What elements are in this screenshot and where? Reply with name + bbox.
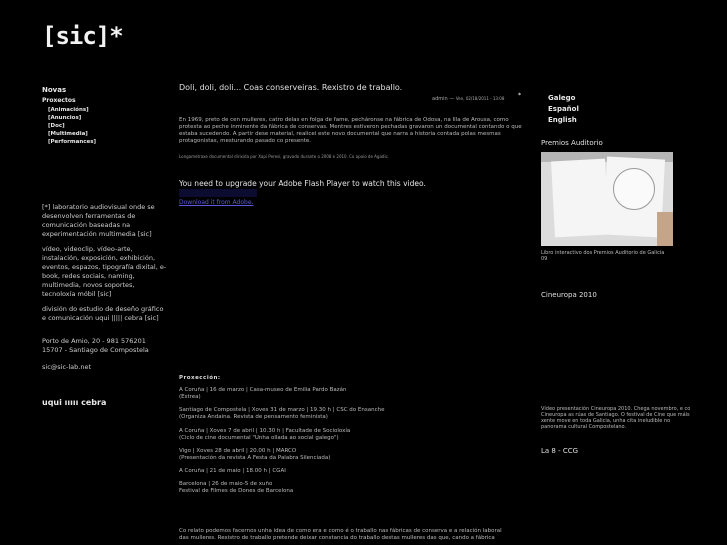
division-text: división do estudio de deseño gráfico e comunicación uqui ||||| cebra [sic] [42,305,164,322]
event-line: A Coruña | 21 de maio | 18.00 h | CGAI [179,468,286,474]
nav-animacions[interactable]: [Animacións] [48,107,89,113]
book-left-page [551,159,609,238]
meta-separator: — [449,96,455,102]
event-line: Vigo | Xoves 28 de abril | 20.00 h | MARCO [179,448,297,454]
event-item [179,407,524,421]
article-title[interactable]: Doli, doli, doli... Coas conserveiras. Rexistro de traballo. [179,83,403,92]
premios-auditorio-image[interactable] [541,152,673,246]
nav-multimedia[interactable]: [Multimedia] [48,131,88,137]
event-note: (Ciclo de cine documental "Unha ollada ao social galego") [179,435,339,441]
event-note: Festival de Filmes de Dones de Barcelona [179,488,294,494]
la8-heading[interactable]: La 8 - CCG [541,447,579,455]
event-line: A Coruña | 16 de marzo | Casa-museo de Emilia Pardo Bazán [179,387,347,393]
nav-performances[interactable]: [Performances] [48,139,97,145]
star-mark: * [518,92,521,99]
cineuropa-caption: Vídeo presentación Cineuropa 2010. Chega novembro, e co Cineuropa as rúas de Santiago. O festival de Cine que máis xente move en toda Galicia, unha cita ineludible no panorama cultural Compostelano. [541,406,691,430]
projection-heading: Proxección: [179,375,221,381]
article-meta [432,96,504,102]
footer-line: Co relato podemos facernos unha idea de como era e como é o traballo nas fábricas de conserva e a relación laboral [179,528,502,534]
event-item [179,481,524,495]
flash-notice: You need to upgrade your Adobe Flash Player to watch this video. [179,179,426,188]
article-footer-text [179,528,524,542]
premios-auditorio-heading[interactable]: Premios Auditorio [541,139,603,147]
lang-english[interactable]: English [548,116,577,124]
event-note: (Organiza Andaina. Revista de pensamento feminista) [179,414,328,420]
event-item [179,428,524,442]
flash-download-link[interactable] [179,189,257,206]
event-line: Santiago de Compostela | Xoves 31 de marzo | 19.30 h | CSC do Ensanche [179,407,385,413]
nav-doc[interactable]: [Doc] [48,123,65,129]
event-line: A Coruña | Xoves 7 de abril | 10.30 h | Facultade de Socioloxía [179,428,351,434]
event-item [179,468,524,475]
article-body: En 1969, preto de cen mulleres, catro delas en folga de fame, pecháronse na fábrica de Odosa, na Illa de Arousa, como protesta ao peche inminente da fábrica de conservas. Mentres estiveron pechadas gravaron un documental contando o que estaba sucedendo. A partir dese material, realicei este novo documental que narra a historia contada polas mesmas protagonistas, mesturando pasado co presente. [179,117,522,144]
nav-novas[interactable]: Novas [42,86,67,94]
event-item [179,387,524,401]
uqui-cebra-logo[interactable]: uqui ııııı cebra [42,398,107,407]
event-item [179,448,524,462]
event-note: (Estrea) [179,394,201,400]
lang-espanol[interactable]: Español [548,105,579,113]
about-text: [*] laboratorio audiovisual onde se desenvolven ferramentas de comunicación baseadas na experimentación multimedia [sic] [42,203,155,238]
post-date: Ven, 02/18/2011 - 13:08 [455,96,505,101]
article-credits: Longametraxe documental dirixida por Xapi Peresí, gravado durante o 2008 e 2010. Co apoio de Agadic. [179,154,390,159]
flash-download-label[interactable]: Download it from Adobe. [179,199,254,206]
event-note: (Presentación da revista A Festa da Palabra Silenciada) [179,455,331,461]
article-title-wrap [179,83,524,92]
author-name[interactable]: admin [432,96,448,102]
services-text: vídeo, videoclip, vídeo-arte, instalación, exposición, exhibición, eventos, espazos, tipografía dixital, e-book, redes sociais, naming, multimedia, novos soportes, tecnoloxía móbil [sic] [42,245,167,298]
cd-disc-icon [613,168,655,210]
event-line: Barcelona | 26 de maio-5 de xuño [179,481,273,487]
address-line-2: 15707 - Santiago de Compostela [42,346,149,354]
nav-anuncios[interactable]: [Anuncios] [48,115,82,121]
lang-galego[interactable]: Galego [548,94,576,102]
hand-shape [657,212,673,246]
site-logo[interactable]: [sic]* [42,22,123,50]
footer-line: das mulleres. Rexistro de traballo pretende deixar constancia do traballo destas mulleres das que, cando a fábrica [179,535,495,541]
email-link[interactable]: sic@sic-lab.net [42,363,92,371]
sidebar-left [42,86,167,407]
address-line-1: Porto de Amio, 20 - 981 576201 [42,337,146,345]
cineuropa-heading[interactable]: Cineuropa 2010 [541,291,597,299]
premios-caption: Libro interactivo dos Premios Auditorio de Galicia 09 [541,250,665,262]
nav-proxectos[interactable]: Proxectos [42,97,76,104]
